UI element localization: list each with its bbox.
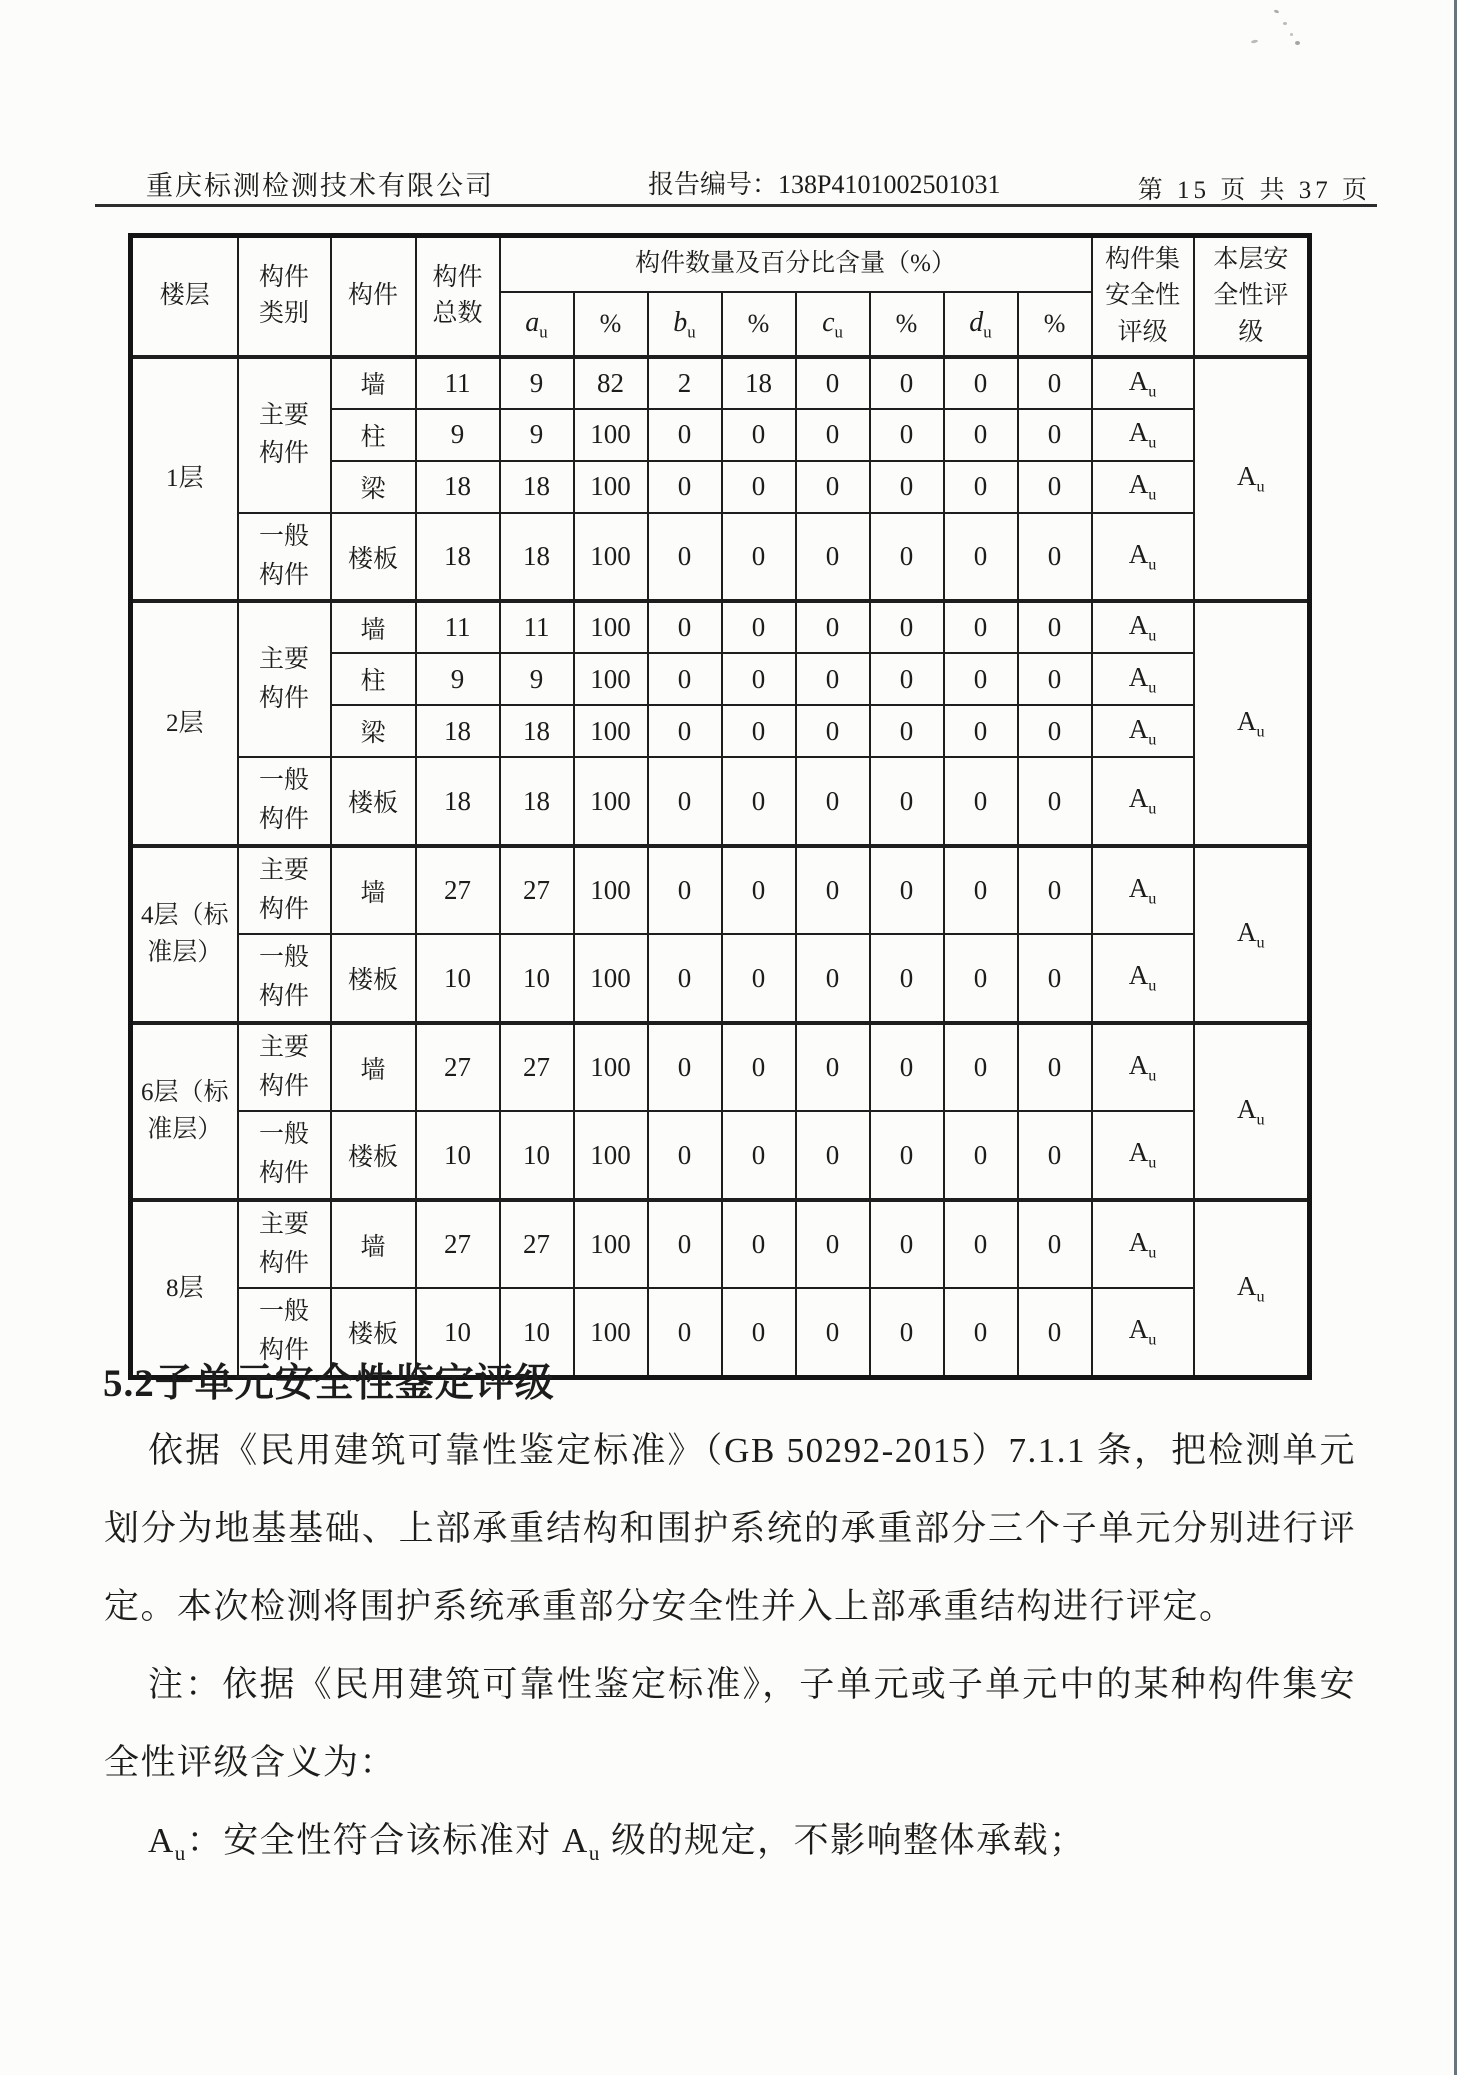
paragraph-au-definition: [104, 1802, 1356, 1892]
value-cell: 0: [1018, 934, 1092, 1023]
rating-cell: $A_u$: [1092, 1023, 1194, 1112]
value-cell: 18: [500, 705, 574, 757]
rating-cell: $A_u$: [1092, 934, 1194, 1023]
quantity-group-header: 构件数量及百分比含量（%）: [500, 236, 1092, 293]
category-cell: 主要构件: [238, 357, 331, 513]
component-cell: 楼板: [331, 1111, 416, 1200]
category-cell: 主要构件: [238, 846, 331, 935]
au-term: $A_u$: [562, 1821, 601, 1865]
value-cell: 0: [648, 409, 722, 461]
total-cell: 10: [416, 934, 500, 1023]
value-cell: 0: [722, 934, 796, 1023]
scan-artifact: [1251, 39, 1258, 43]
component-cell: 墙: [331, 357, 416, 409]
value-cell: 100: [574, 409, 648, 461]
scan-artifact: [1290, 33, 1293, 36]
rating-cell: $A_u$: [1092, 1200, 1194, 1289]
value-cell: 2: [648, 357, 722, 409]
value-cell: 0: [796, 1023, 870, 1112]
total-cell: 27: [416, 846, 500, 935]
value-cell: 0: [1018, 705, 1092, 757]
value-cell: 0: [944, 1111, 1018, 1200]
value-cell: 0: [1018, 846, 1092, 935]
category-cell: 主要构件: [238, 601, 331, 757]
value-cell: 0: [870, 1023, 944, 1112]
value-cell: 9: [500, 409, 574, 461]
category-cell: 一般构件: [238, 934, 331, 1023]
value-cell: 11: [500, 601, 574, 653]
value-cell: 0: [870, 461, 944, 513]
value-cell: 100: [574, 1023, 648, 1112]
paragraph-basis: 依据《民用建筑可靠性鉴定标准》（GB 50292-2015）7.1.1 条，把检测单元划分为地基基础、上部承重结构和围护系统的承重部分三个子单元分别进行评定。本次检测将围护系统承重部分安全性并入上部承重结构进行评定。: [104, 1431, 1356, 1626]
value-cell: 0: [1018, 1111, 1092, 1200]
value-cell: 0: [722, 1111, 796, 1200]
value-cell: 0: [944, 513, 1018, 602]
table-row: [131, 1200, 1310, 1289]
value-cell: 9: [500, 653, 574, 705]
subcol-header-pct: %: [870, 292, 944, 357]
rating-cell: $A_u$: [1092, 1111, 1194, 1200]
component-cell: 楼板: [331, 513, 416, 602]
table-head: [131, 236, 1310, 357]
component-cell: 楼板: [331, 934, 416, 1023]
value-cell: 0: [870, 1288, 944, 1377]
floor-rating-cell: $A_u$: [1194, 357, 1310, 602]
value-cell: 100: [574, 846, 648, 935]
category-cell: 主要构件: [238, 1200, 331, 1289]
value-cell: 0: [870, 757, 944, 846]
floor-rating-cell: $A_u$: [1194, 601, 1310, 846]
floor-rating-cell: $A_u$: [1194, 846, 1310, 1023]
floor-rating-cell: $A_u$: [1194, 1023, 1310, 1200]
component-cell: 墙: [331, 1200, 416, 1289]
value-cell: 0: [944, 757, 1018, 846]
subcol-header-au: $a_u$: [500, 292, 574, 357]
value-cell: 0: [944, 357, 1018, 409]
component-cell: 楼板: [331, 757, 416, 846]
total-cell: 18: [416, 513, 500, 602]
value-cell: 0: [944, 934, 1018, 1023]
total-header: 构件总数: [416, 236, 500, 357]
total-cell: 10: [416, 1111, 500, 1200]
value-cell: 0: [1018, 357, 1092, 409]
value-cell: 0: [796, 513, 870, 602]
table-row: [131, 1111, 1310, 1200]
value-cell: 0: [796, 601, 870, 653]
value-cell: 0: [648, 513, 722, 602]
table-body: [131, 357, 1310, 1378]
component-cell: 墙: [331, 601, 416, 653]
rating-cell: $A_u$: [1092, 357, 1194, 409]
category-header: 构件类别: [238, 236, 331, 357]
value-cell: 100: [574, 513, 648, 602]
value-cell: 0: [648, 934, 722, 1023]
component-cell: 梁: [331, 461, 416, 513]
body-text: [104, 1412, 1356, 1892]
floor-cell: 4层（标准层）: [131, 846, 238, 1023]
report-number-label: 报告编号：: [648, 170, 779, 199]
scan-artifact: [1295, 41, 1300, 45]
value-cell: 0: [870, 934, 944, 1023]
value-cell: 0: [1018, 461, 1092, 513]
value-cell: 0: [870, 1111, 944, 1200]
rating-cell: $A_u$: [1092, 653, 1194, 705]
value-cell: 0: [796, 409, 870, 461]
table-row: [131, 601, 1310, 653]
value-cell: 0: [648, 1111, 722, 1200]
value-cell: 0: [648, 1023, 722, 1112]
value-cell: 0: [722, 513, 796, 602]
rating-cell: $A_u$: [1092, 409, 1194, 461]
value-cell: 0: [648, 846, 722, 935]
value-cell: 0: [796, 705, 870, 757]
table-header-row: [131, 236, 1310, 293]
category-cell: 一般构件: [238, 757, 331, 846]
value-cell: 0: [1018, 1023, 1092, 1112]
value-cell: 100: [574, 705, 648, 757]
value-cell: 0: [870, 513, 944, 602]
value-cell: 0: [648, 1200, 722, 1289]
value-cell: 0: [648, 757, 722, 846]
value-cell: 100: [574, 601, 648, 653]
table-row: [131, 513, 1310, 602]
rating-cell: $A_u$: [1092, 1288, 1194, 1377]
value-cell: 18: [722, 357, 796, 409]
value-cell: 0: [796, 846, 870, 935]
value-cell: 0: [796, 934, 870, 1023]
table-row: [131, 757, 1310, 846]
value-cell: 0: [944, 461, 1018, 513]
value-cell: 0: [870, 705, 944, 757]
report-number-value: 138P4101002501031: [778, 170, 1001, 199]
value-cell: 0: [722, 705, 796, 757]
value-cell: 10: [500, 934, 574, 1023]
header-rule: [95, 204, 1377, 207]
value-cell: 0: [722, 461, 796, 513]
company-name: 重庆标测检测技术有限公司: [146, 171, 494, 201]
value-cell: 0: [944, 1023, 1018, 1112]
report-number: [648, 164, 1000, 201]
component-cell: 楼板: [331, 1288, 416, 1377]
value-cell: 18: [500, 461, 574, 513]
value-cell: 0: [870, 409, 944, 461]
component-cell: 墙: [331, 846, 416, 935]
floor-cell: 1层: [131, 357, 238, 602]
total-cell: 27: [416, 1200, 500, 1289]
value-cell: 0: [648, 601, 722, 653]
value-cell: 0: [722, 1023, 796, 1112]
component-cell: 柱: [331, 409, 416, 461]
total-cell: 9: [416, 653, 500, 705]
value-cell: 0: [722, 757, 796, 846]
subcol-header-bu: $b_u$: [648, 292, 722, 357]
value-cell: 100: [574, 1200, 648, 1289]
value-cell: 0: [722, 846, 796, 935]
value-cell: 0: [870, 357, 944, 409]
value-cell: 0: [796, 653, 870, 705]
value-cell: 0: [870, 846, 944, 935]
value-cell: 9: [500, 357, 574, 409]
value-cell: 10: [500, 1288, 574, 1377]
value-cell: 0: [722, 1200, 796, 1289]
rating-cell: $A_u$: [1092, 757, 1194, 846]
value-cell: 82: [574, 357, 648, 409]
value-cell: 0: [944, 846, 1018, 935]
value-cell: 0: [870, 653, 944, 705]
total-cell: 18: [416, 757, 500, 846]
value-cell: 0: [1018, 601, 1092, 653]
au-term: $A_u$: [148, 1821, 187, 1865]
value-cell: 0: [944, 705, 1018, 757]
value-cell: 27: [500, 846, 574, 935]
floor-cell: 2层: [131, 601, 238, 846]
value-cell: 0: [796, 357, 870, 409]
value-cell: 0: [722, 409, 796, 461]
subcol-header-cu: $c_u$: [796, 292, 870, 357]
au-definition-text: ：安全性符合该标准对: [186, 1821, 563, 1860]
value-cell: 0: [796, 1288, 870, 1377]
value-cell: 0: [870, 601, 944, 653]
subcol-header-du: $d_u$: [944, 292, 1018, 357]
paragraph-note: 注：依据《民用建筑可靠性鉴定标准》，子单元或子单元中的某种构件集安全性评级含义为：: [104, 1665, 1356, 1782]
category-cell: 主要构件: [238, 1023, 331, 1112]
category-cell: 一般构件: [238, 513, 331, 602]
value-cell: 100: [574, 934, 648, 1023]
value-cell: 0: [648, 1288, 722, 1377]
value-cell: 100: [574, 1288, 648, 1377]
au-definition-tail: 级的规定，不影响整体承载；: [600, 1821, 1086, 1860]
rating-cell: $A_u$: [1092, 513, 1194, 602]
section-heading: 5.2子单元安全性鉴定评级: [103, 1362, 555, 1405]
total-cell: 11: [416, 601, 500, 653]
total-cell: 27: [416, 1023, 500, 1112]
value-cell: 100: [574, 1111, 648, 1200]
component-cell: 梁: [331, 705, 416, 757]
table-row: [131, 846, 1310, 935]
total-cell: 11: [416, 357, 500, 409]
value-cell: 27: [500, 1023, 574, 1112]
table-row: [131, 1023, 1310, 1112]
component-rating-table-wrap: [128, 233, 1312, 1380]
component-cell: 柱: [331, 653, 416, 705]
total-cell: 18: [416, 461, 500, 513]
value-cell: 0: [1018, 653, 1092, 705]
set-rating-header: 构件集安全性评级: [1092, 236, 1194, 357]
value-cell: 0: [870, 1200, 944, 1289]
value-cell: 0: [944, 1200, 1018, 1289]
floor-header: 楼层: [131, 236, 238, 357]
rating-cell: $A_u$: [1092, 601, 1194, 653]
value-cell: 0: [1018, 1288, 1092, 1377]
value-cell: 0: [944, 409, 1018, 461]
value-cell: 18: [500, 513, 574, 602]
table-row: [131, 934, 1310, 1023]
rating-cell: $A_u$: [1092, 705, 1194, 757]
value-cell: 0: [944, 601, 1018, 653]
scan-artifact: [1274, 9, 1280, 14]
floor-cell: 8层: [131, 1200, 238, 1378]
value-cell: 0: [722, 653, 796, 705]
value-cell: 100: [574, 461, 648, 513]
value-cell: 0: [796, 461, 870, 513]
value-cell: 0: [1018, 409, 1092, 461]
table-row: [131, 357, 1310, 409]
component-rating-table: [128, 233, 1312, 1380]
total-cell: 10: [416, 1288, 500, 1377]
value-cell: 0: [1018, 1200, 1092, 1289]
value-cell: 27: [500, 1200, 574, 1289]
subcol-header-pct: %: [574, 292, 648, 357]
scan-artifact: [1283, 22, 1287, 25]
value-cell: 18: [500, 757, 574, 846]
value-cell: 0: [648, 461, 722, 513]
subcol-header-pct: %: [1018, 292, 1092, 357]
floor-cell: 6层（标准层）: [131, 1023, 238, 1200]
component-cell: 墙: [331, 1023, 416, 1112]
total-cell: 9: [416, 409, 500, 461]
value-cell: 0: [1018, 513, 1092, 602]
value-cell: 0: [648, 653, 722, 705]
category-cell: 一般构件: [238, 1111, 331, 1200]
value-cell: 0: [722, 1288, 796, 1377]
rating-cell: $A_u$: [1092, 461, 1194, 513]
rating-cell: $A_u$: [1092, 846, 1194, 935]
component-header: 构件: [331, 236, 416, 357]
value-cell: 0: [796, 1111, 870, 1200]
value-cell: 100: [574, 653, 648, 705]
value-cell: 0: [796, 1200, 870, 1289]
subcol-header-pct: %: [722, 292, 796, 357]
total-cell: 18: [416, 705, 500, 757]
value-cell: 0: [944, 653, 1018, 705]
floor-rating-cell: $A_u$: [1194, 1200, 1310, 1378]
value-cell: 100: [574, 757, 648, 846]
value-cell: 0: [944, 1288, 1018, 1377]
value-cell: 0: [648, 705, 722, 757]
value-cell: 0: [722, 601, 796, 653]
category-cell: 一般构件: [238, 1288, 331, 1377]
value-cell: 0: [796, 757, 870, 846]
value-cell: 0: [1018, 757, 1092, 846]
value-cell: 10: [500, 1111, 574, 1200]
page-number: 第 15 页 共 37 页: [1137, 177, 1371, 204]
floor-rating-header: 本层安全性评级: [1194, 236, 1310, 357]
